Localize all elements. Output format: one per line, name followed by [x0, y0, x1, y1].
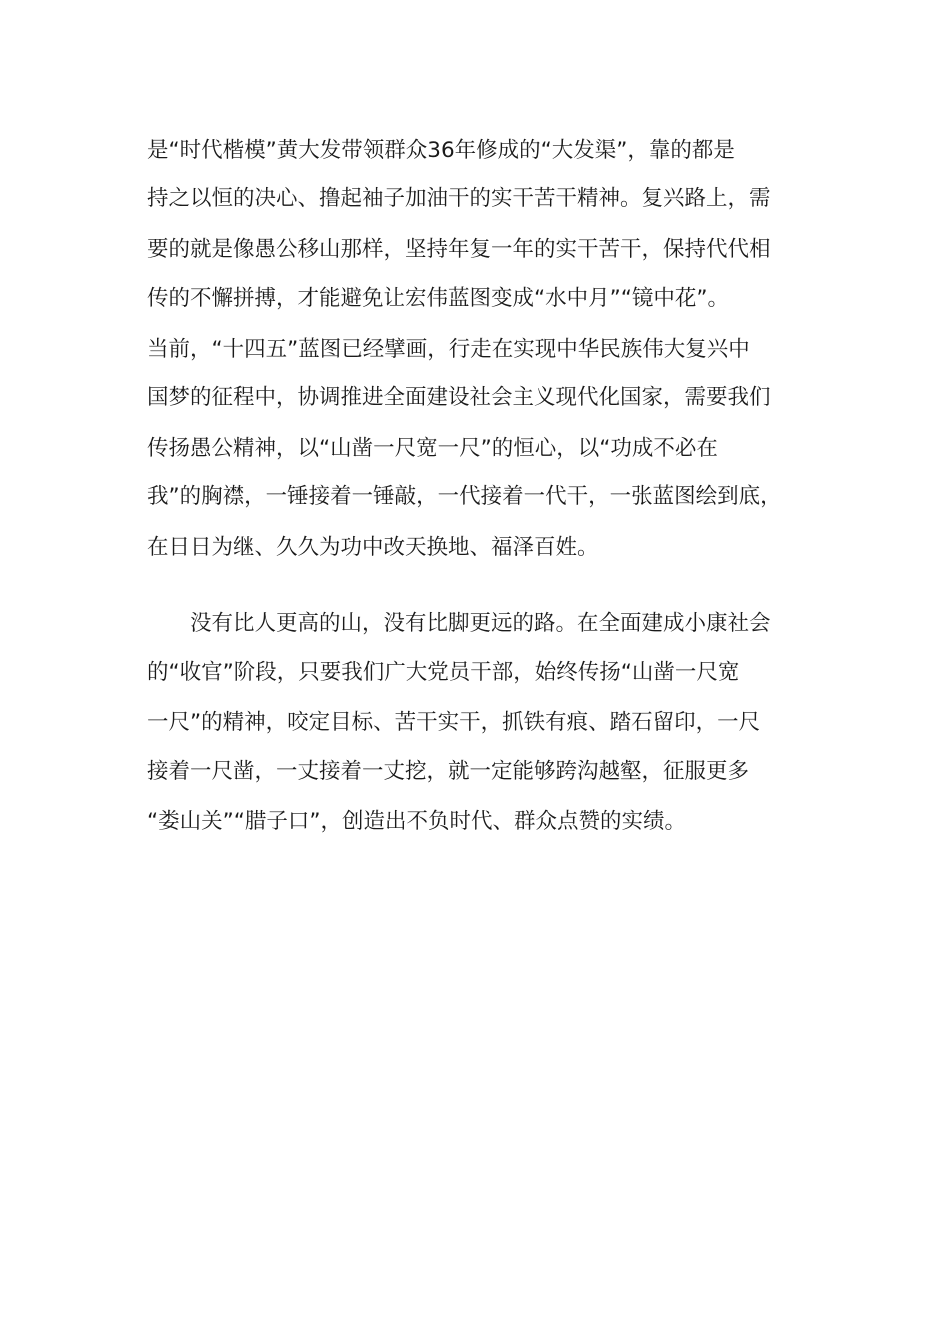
text-line: 一尺”的精神，咬定目标、苦干实干，抓铁有痕、踏石留印，一尺 — [147, 710, 761, 735]
text-line: 当前，“十四五”蓝图已经擘画，行走在实现中华民族伟大复兴中 — [147, 337, 750, 362]
text-line: 要的就是像愚公移山那样，坚持年复一年的实干苦干，保持代代相 — [147, 237, 771, 262]
text-line: 是“时代楷模”黄大发带领群众36年修成的“大发渠”，靠的都是 — [147, 138, 735, 163]
text-line: 在日日为继、久久为功中改天换地、福泽百姓。 — [147, 535, 599, 560]
text-line: 的“收官”阶段，只要我们广大党员干部，始终传扬“山凿一尺宽 — [147, 660, 740, 685]
text-line: 我”的胸襟，一锤接着一锤敲，一代接着一代干，一张蓝图绘到底， — [147, 484, 782, 509]
text-line: 没有比人更高的山，没有比脚更远的路。在全面建成小康社会 — [190, 611, 771, 636]
text-line: 国梦的征程中，协调推进全面建设社会主义现代化国家，需要我们 — [147, 385, 771, 410]
text-line: 传扬愚公精神，以“山凿一尺宽一尺”的恒心，以“功成不必在 — [147, 436, 718, 461]
text-line: 传的不懈拼搏，才能避免让宏伟蓝图变成“水中月”“镜中花”。 — [147, 286, 730, 311]
text-line: 持之以恒的决心、撸起袖子加油干的实干苦干精神。复兴路上，需 — [147, 186, 771, 211]
text-line: “娄山关”“腊子口”，创造出不负时代、群众点赞的实绩。 — [147, 809, 687, 834]
text-line: 接着一尺凿，一丈接着一丈挖，就一定能够跨沟越壑，征服更多 — [147, 759, 750, 784]
